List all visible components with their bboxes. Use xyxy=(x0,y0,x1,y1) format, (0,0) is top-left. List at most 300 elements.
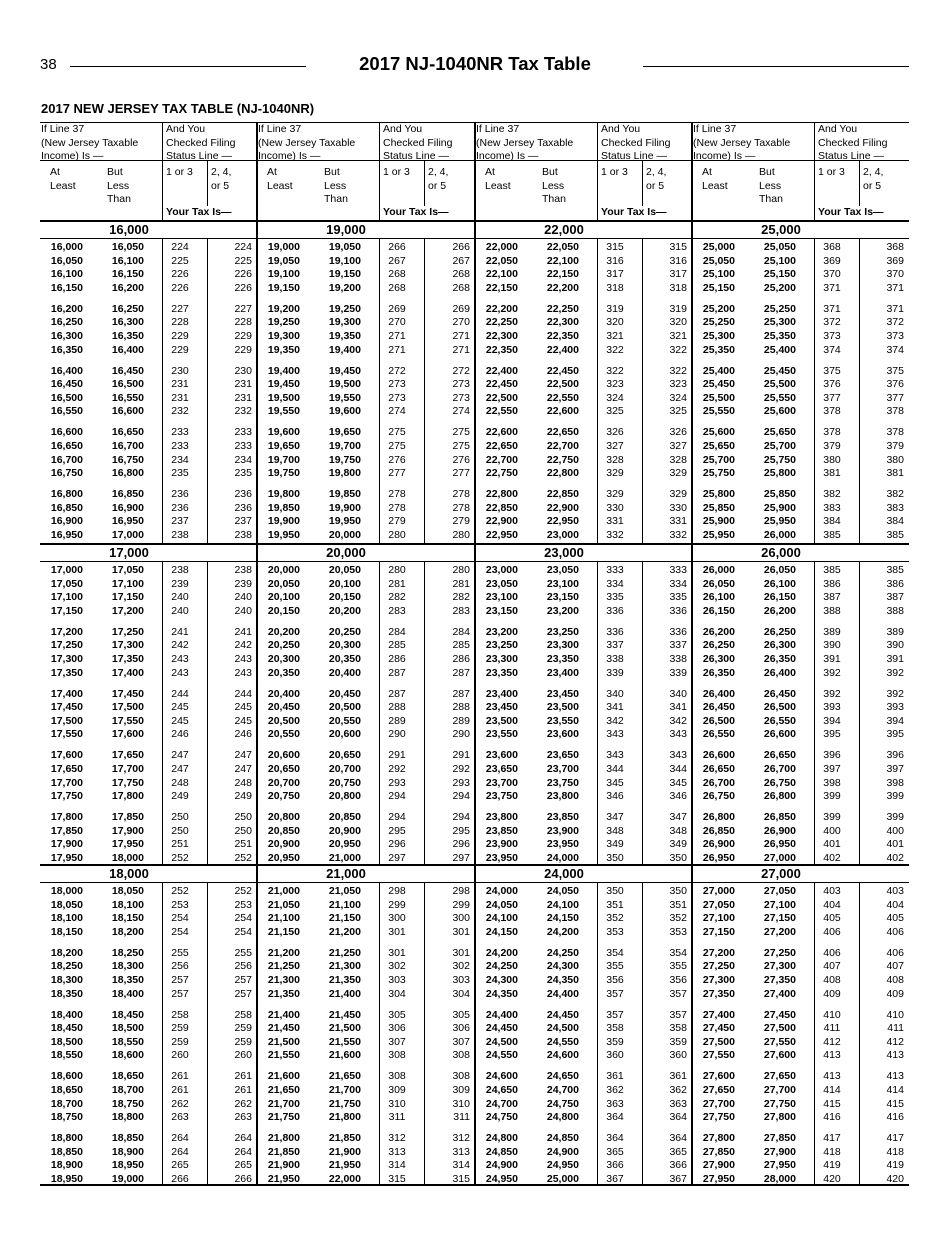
at-least-cell: 17,400 xyxy=(50,687,83,700)
tax-status-1-3-cell: 399 xyxy=(823,811,841,824)
tax-status-1-3-cell: 226 xyxy=(171,281,189,294)
tax-status-1-3-cell: 380 xyxy=(823,453,841,466)
tax-status-1-3-cell: 231 xyxy=(171,378,189,391)
tax-status-1-3-cell: 332 xyxy=(606,529,624,541)
but-less-than-cell: 16,100 xyxy=(111,254,144,267)
but-less-than-cell: 24,600 xyxy=(546,1049,579,1062)
heading-rule xyxy=(475,882,692,883)
header-line37: If Line 37 (New Jersey Taxable Income) Is — xyxy=(693,123,791,162)
but-less-than-cell: 27,450 xyxy=(763,1008,796,1021)
at-least-cell: 23,150 xyxy=(485,604,518,617)
tax-status-1-3-cell: 297 xyxy=(388,852,406,864)
at-least-cell: 18,300 xyxy=(50,974,83,986)
table-panel xyxy=(257,120,475,1186)
status-mid-rule xyxy=(859,160,860,206)
but-less-than-cell: 16,800 xyxy=(111,467,144,480)
tax-status-1-3-cell: 266 xyxy=(388,241,406,253)
heading-rule xyxy=(257,238,475,239)
at-least-cell: 23,000 xyxy=(485,564,518,576)
status-col-rule xyxy=(379,238,380,543)
tax-status-2-4-5-cell: 405 xyxy=(886,912,904,925)
but-less-than-cell: 17,300 xyxy=(111,639,144,652)
header-but-less-than: But Less Than xyxy=(759,166,783,205)
tax-status-1-3-cell: 371 xyxy=(823,302,841,315)
tax-status-1-3-cell: 229 xyxy=(171,343,189,356)
at-least-cell: 22,700 xyxy=(485,453,518,466)
tax-status-2-4-5-cell: 233 xyxy=(234,426,252,439)
at-least-cell: 25,650 xyxy=(702,440,735,452)
at-least-cell: 25,350 xyxy=(702,343,735,356)
block-heading: 23,000 xyxy=(544,545,584,560)
but-less-than-cell: 20,550 xyxy=(328,714,361,727)
tax-status-2-4-5-cell: 386 xyxy=(886,577,904,590)
header-your-tax-is: Your Tax Is— xyxy=(166,206,232,218)
tax-status-1-3-cell: 252 xyxy=(171,885,189,897)
but-less-than-cell: 17,000 xyxy=(111,529,144,541)
tax-status-2-4-5-cell: 301 xyxy=(452,925,470,938)
but-less-than-cell: 27,250 xyxy=(763,946,796,959)
but-less-than-cell: 27,400 xyxy=(763,987,796,1000)
at-least-cell: 27,100 xyxy=(702,912,735,925)
tax-status-2-4-5-cell: 304 xyxy=(452,987,470,1000)
tax-status-1-3-cell: 247 xyxy=(171,749,189,762)
tax-status-2-4-5-cell: 226 xyxy=(234,281,252,294)
tax-status-1-3-cell: 406 xyxy=(823,925,841,938)
tax-status-1-3-cell: 243 xyxy=(171,653,189,665)
status-col-rule xyxy=(814,122,815,220)
at-least-cell: 20,000 xyxy=(267,564,300,576)
tax-status-1-3-cell: 308 xyxy=(388,1049,406,1062)
tax-status-2-4-5-cell: 283 xyxy=(452,604,470,617)
tax-status-1-3-cell: 234 xyxy=(171,453,189,466)
tax-status-1-3-cell: 339 xyxy=(606,666,624,679)
at-least-cell: 23,600 xyxy=(485,749,518,762)
at-least-cell: 22,600 xyxy=(485,426,518,439)
tax-status-2-4-5-cell: 358 xyxy=(669,1022,687,1035)
tax-status-2-4-5-cell: 238 xyxy=(234,564,252,576)
at-least-cell: 21,550 xyxy=(267,1049,300,1062)
tax-status-1-3-cell: 361 xyxy=(606,1070,624,1083)
status-col-rule xyxy=(162,561,163,864)
tax-status-1-3-cell: 353 xyxy=(606,925,624,938)
header-at-least: At Least xyxy=(267,166,293,192)
tax-status-2-4-5-cell: 394 xyxy=(886,714,904,727)
at-least-cell: 17,700 xyxy=(50,776,83,789)
but-less-than-cell: 25,650 xyxy=(763,426,796,439)
at-least-cell: 17,450 xyxy=(50,701,83,714)
header-at-least: At Least xyxy=(50,166,76,192)
status-mid-rule xyxy=(859,561,860,864)
tax-status-2-4-5-cell: 417 xyxy=(886,1132,904,1145)
tax-status-1-3-cell: 249 xyxy=(171,790,189,803)
tax-status-1-3-cell: 342 xyxy=(606,714,624,727)
at-least-cell: 27,250 xyxy=(702,960,735,973)
tax-status-1-3-cell: 276 xyxy=(388,453,406,466)
status-mid-rule xyxy=(642,238,643,543)
but-less-than-cell: 23,250 xyxy=(546,625,579,638)
tax-status-2-4-5-cell: 247 xyxy=(234,763,252,775)
at-least-cell: 22,650 xyxy=(485,440,518,452)
tax-status-1-3-cell: 315 xyxy=(606,241,624,253)
tax-status-2-4-5-cell: 255 xyxy=(234,946,252,959)
but-less-than-cell: 24,450 xyxy=(546,1008,579,1021)
tax-status-1-3-cell: 349 xyxy=(606,838,624,851)
tax-status-1-3-cell: 245 xyxy=(171,714,189,727)
tax-status-2-4-5-cell: 362 xyxy=(669,1084,687,1096)
tax-status-2-4-5-cell: 272 xyxy=(452,364,470,377)
tax-status-2-4-5-cell: 336 xyxy=(669,625,687,638)
at-least-cell: 18,250 xyxy=(50,960,83,973)
at-least-cell: 18,850 xyxy=(50,1145,83,1158)
but-less-than-cell: 17,600 xyxy=(111,728,144,741)
status-col-rule xyxy=(814,882,815,1184)
tax-status-2-4-5-cell: 352 xyxy=(669,912,687,925)
but-less-than-cell: 19,100 xyxy=(328,254,361,267)
but-less-than-cell: 17,350 xyxy=(111,653,144,665)
tax-status-2-4-5-cell: 315 xyxy=(452,1173,470,1185)
tax-status-2-4-5-cell: 227 xyxy=(234,302,252,315)
tax-status-1-3-cell: 381 xyxy=(823,467,841,480)
but-less-than-cell: 16,150 xyxy=(111,268,144,281)
at-least-cell: 16,700 xyxy=(50,453,83,466)
tax-status-1-3-cell: 399 xyxy=(823,790,841,803)
tax-status-1-3-cell: 388 xyxy=(823,604,841,617)
tax-status-2-4-5-cell: 399 xyxy=(886,811,904,824)
tax-status-1-3-cell: 322 xyxy=(606,364,624,377)
but-less-than-cell: 25,600 xyxy=(763,405,796,418)
tax-status-1-3-cell: 271 xyxy=(388,330,406,342)
tax-status-2-4-5-cell: 360 xyxy=(669,1049,687,1062)
tax-status-1-3-cell: 400 xyxy=(823,824,841,837)
at-least-cell: 27,600 xyxy=(702,1070,735,1083)
heading-rule xyxy=(257,561,475,562)
but-less-than-cell: 20,300 xyxy=(328,639,361,652)
tax-status-2-4-5-cell: 349 xyxy=(669,838,687,851)
status-col-rule xyxy=(379,561,380,864)
at-least-cell: 17,250 xyxy=(50,639,83,652)
heading-rule xyxy=(692,238,909,239)
but-less-than-cell: 27,850 xyxy=(763,1132,796,1145)
at-least-cell: 20,700 xyxy=(267,776,300,789)
but-less-than-cell: 19,950 xyxy=(328,515,361,528)
block-heading: 22,000 xyxy=(544,222,584,237)
tax-status-1-3-cell: 246 xyxy=(171,728,189,741)
at-least-cell: 19,050 xyxy=(267,254,300,267)
at-least-cell: 17,500 xyxy=(50,714,83,727)
but-less-than-cell: 22,700 xyxy=(546,440,579,452)
at-least-cell: 22,150 xyxy=(485,281,518,294)
tax-status-2-4-5-cell: 268 xyxy=(452,281,470,294)
at-least-cell: 21,400 xyxy=(267,1008,300,1021)
but-less-than-cell: 27,550 xyxy=(763,1035,796,1048)
tax-status-2-4-5-cell: 406 xyxy=(886,946,904,959)
tax-status-2-4-5-cell: 239 xyxy=(234,577,252,590)
at-least-cell: 22,300 xyxy=(485,330,518,342)
but-less-than-cell: 18,450 xyxy=(111,1008,144,1021)
status-mid-rule xyxy=(859,238,860,543)
but-less-than-cell: 17,500 xyxy=(111,701,144,714)
at-least-cell: 17,000 xyxy=(50,564,83,576)
block-heading: 21,000 xyxy=(326,866,366,881)
status-col-rule xyxy=(814,238,815,543)
at-least-cell: 23,950 xyxy=(485,852,518,864)
but-less-than-cell: 25,150 xyxy=(763,268,796,281)
tax-status-1-3-cell: 280 xyxy=(388,564,406,576)
tax-status-1-3-cell: 328 xyxy=(606,453,624,466)
but-less-than-cell: 19,900 xyxy=(328,501,361,514)
tax-status-1-3-cell: 364 xyxy=(606,1132,624,1145)
header-line37: If Line 37 (New Jersey Taxable Income) Is — xyxy=(41,123,139,162)
tax-status-2-4-5-cell: 250 xyxy=(234,824,252,837)
but-less-than-cell: 24,950 xyxy=(546,1159,579,1172)
at-least-cell: 19,450 xyxy=(267,378,300,391)
tax-status-2-4-5-cell: 397 xyxy=(886,763,904,775)
at-least-cell: 20,150 xyxy=(267,604,300,617)
at-least-cell: 19,000 xyxy=(267,241,300,253)
tax-status-1-3-cell: 417 xyxy=(823,1132,841,1145)
but-less-than-cell: 16,700 xyxy=(111,440,144,452)
tax-status-2-4-5-cell: 247 xyxy=(234,749,252,762)
tax-status-2-4-5-cell: 266 xyxy=(234,1173,252,1185)
tax-status-2-4-5-cell: 263 xyxy=(234,1111,252,1124)
at-least-cell: 18,100 xyxy=(50,912,83,925)
tax-status-1-3-cell: 225 xyxy=(171,254,189,267)
tax-status-1-3-cell: 236 xyxy=(171,488,189,501)
tax-status-2-4-5-cell: 382 xyxy=(886,488,904,501)
tax-status-1-3-cell: 336 xyxy=(606,604,624,617)
at-least-cell: 25,850 xyxy=(702,501,735,514)
but-less-than-cell: 21,050 xyxy=(328,885,361,897)
tax-status-2-4-5-cell: 396 xyxy=(886,749,904,762)
title-rule-right xyxy=(643,66,909,67)
status-mid-rule xyxy=(424,160,425,206)
tax-table xyxy=(40,120,909,1186)
tax-status-1-3-cell: 284 xyxy=(388,625,406,638)
tax-status-1-3-cell: 403 xyxy=(823,885,841,897)
at-least-cell: 21,050 xyxy=(267,898,300,911)
tax-status-1-3-cell: 364 xyxy=(606,1111,624,1124)
tax-status-2-4-5-cell: 295 xyxy=(452,824,470,837)
tax-status-2-4-5-cell: 337 xyxy=(669,639,687,652)
at-least-cell: 19,950 xyxy=(267,529,300,541)
at-least-cell: 26,850 xyxy=(702,824,735,837)
at-least-cell: 17,800 xyxy=(50,811,83,824)
but-less-than-cell: 27,900 xyxy=(763,1145,796,1158)
but-less-than-cell: 25,400 xyxy=(763,343,796,356)
tax-status-2-4-5-cell: 291 xyxy=(452,749,470,762)
at-least-cell: 24,600 xyxy=(485,1070,518,1083)
at-least-cell: 24,150 xyxy=(485,925,518,938)
at-least-cell: 24,850 xyxy=(485,1145,518,1158)
at-least-cell: 25,750 xyxy=(702,467,735,480)
tax-status-2-4-5-cell: 317 xyxy=(669,268,687,281)
tax-status-2-4-5-cell: 388 xyxy=(886,604,904,617)
tax-status-1-3-cell: 294 xyxy=(388,790,406,803)
but-less-than-cell: 27,200 xyxy=(763,925,796,938)
tax-status-2-4-5-cell: 264 xyxy=(234,1145,252,1158)
at-least-cell: 23,900 xyxy=(485,838,518,851)
header-status-1-or-3: 1 or 3 xyxy=(166,166,193,178)
tax-status-1-3-cell: 395 xyxy=(823,728,841,741)
but-less-than-cell: 26,800 xyxy=(763,790,796,803)
at-least-cell: 18,500 xyxy=(50,1035,83,1048)
at-least-cell: 25,150 xyxy=(702,281,735,294)
at-least-cell: 23,850 xyxy=(485,824,518,837)
but-less-than-cell: 17,650 xyxy=(111,749,144,762)
at-least-cell: 16,600 xyxy=(50,426,83,439)
tax-status-2-4-5-cell: 240 xyxy=(234,604,252,617)
tax-status-1-3-cell: 393 xyxy=(823,701,841,714)
at-least-cell: 20,450 xyxy=(267,701,300,714)
but-less-than-cell: 26,600 xyxy=(763,728,796,741)
at-least-cell: 27,700 xyxy=(702,1097,735,1110)
but-less-than-cell: 23,750 xyxy=(546,776,579,789)
but-less-than-cell: 27,500 xyxy=(763,1022,796,1035)
at-least-cell: 26,750 xyxy=(702,790,735,803)
tax-status-1-3-cell: 378 xyxy=(823,426,841,439)
tax-status-2-4-5-cell: 271 xyxy=(452,330,470,342)
but-less-than-cell: 18,000 xyxy=(111,852,144,864)
tax-status-1-3-cell: 379 xyxy=(823,440,841,452)
at-least-cell: 21,650 xyxy=(267,1084,300,1096)
status-mid-rule xyxy=(642,882,643,1184)
at-least-cell: 18,550 xyxy=(50,1049,83,1062)
tax-status-1-3-cell: 334 xyxy=(606,577,624,590)
tax-status-2-4-5-cell: 408 xyxy=(886,974,904,986)
but-less-than-cell: 17,800 xyxy=(111,790,144,803)
but-less-than-cell: 28,000 xyxy=(763,1173,796,1185)
tax-status-2-4-5-cell: 271 xyxy=(452,343,470,356)
tax-status-1-3-cell: 374 xyxy=(823,343,841,356)
but-less-than-cell: 25,800 xyxy=(763,467,796,480)
at-least-cell: 23,650 xyxy=(485,763,518,775)
tax-status-1-3-cell: 347 xyxy=(606,811,624,824)
tax-status-1-3-cell: 305 xyxy=(388,1008,406,1021)
at-least-cell: 20,650 xyxy=(267,763,300,775)
at-least-cell: 26,950 xyxy=(702,852,735,864)
tax-status-2-4-5-cell: 344 xyxy=(669,763,687,775)
tax-status-1-3-cell: 362 xyxy=(606,1084,624,1096)
at-least-cell: 24,000 xyxy=(485,885,518,897)
tax-status-1-3-cell: 263 xyxy=(171,1111,189,1124)
heading-rule xyxy=(40,882,257,883)
tax-status-2-4-5-cell: 281 xyxy=(452,577,470,590)
but-less-than-cell: 26,700 xyxy=(763,763,796,775)
tax-status-1-3-cell: 245 xyxy=(171,701,189,714)
at-least-cell: 27,550 xyxy=(702,1049,735,1062)
at-least-cell: 23,400 xyxy=(485,687,518,700)
but-less-than-cell: 18,700 xyxy=(111,1084,144,1096)
but-less-than-cell: 23,150 xyxy=(546,591,579,604)
tax-status-2-4-5-cell: 403 xyxy=(886,885,904,897)
but-less-than-cell: 20,750 xyxy=(328,776,361,789)
tax-status-2-4-5-cell: 392 xyxy=(886,687,904,700)
tax-status-1-3-cell: 369 xyxy=(823,254,841,267)
tax-status-1-3-cell: 247 xyxy=(171,763,189,775)
tax-status-2-4-5-cell: 348 xyxy=(669,824,687,837)
but-less-than-cell: 27,050 xyxy=(763,885,796,897)
but-less-than-cell: 16,500 xyxy=(111,378,144,391)
tax-status-2-4-5-cell: 231 xyxy=(234,391,252,404)
tax-status-1-3-cell: 336 xyxy=(606,625,624,638)
header-but-less-than: But Less Than xyxy=(324,166,348,205)
tax-status-1-3-cell: 287 xyxy=(388,687,406,700)
tax-status-2-4-5-cell: 260 xyxy=(234,1049,252,1062)
tax-status-1-3-cell: 274 xyxy=(388,405,406,418)
tax-status-1-3-cell: 415 xyxy=(823,1097,841,1110)
at-least-cell: 20,800 xyxy=(267,811,300,824)
at-least-cell: 26,100 xyxy=(702,591,735,604)
tax-status-2-4-5-cell: 371 xyxy=(886,302,904,315)
tax-status-1-3-cell: 261 xyxy=(171,1070,189,1083)
at-least-cell: 22,450 xyxy=(485,378,518,391)
at-least-cell: 25,900 xyxy=(702,515,735,528)
tax-status-1-3-cell: 290 xyxy=(388,728,406,741)
at-least-cell: 27,750 xyxy=(702,1111,735,1124)
at-least-cell: 19,400 xyxy=(267,364,300,377)
tax-status-1-3-cell: 394 xyxy=(823,714,841,727)
but-less-than-cell: 26,050 xyxy=(763,564,796,576)
but-less-than-cell: 22,750 xyxy=(546,453,579,466)
tax-status-1-3-cell: 325 xyxy=(606,405,624,418)
but-less-than-cell: 26,100 xyxy=(763,577,796,590)
tax-status-1-3-cell: 345 xyxy=(606,776,624,789)
tax-status-2-4-5-cell: 298 xyxy=(452,885,470,897)
tax-status-2-4-5-cell: 289 xyxy=(452,714,470,727)
tax-status-1-3-cell: 243 xyxy=(171,666,189,679)
tax-status-1-3-cell: 357 xyxy=(606,987,624,1000)
at-least-cell: 24,450 xyxy=(485,1022,518,1035)
but-less-than-cell: 22,550 xyxy=(546,391,579,404)
but-less-than-cell: 21,500 xyxy=(328,1022,361,1035)
status-col-rule xyxy=(814,561,815,864)
block-heading: 17,000 xyxy=(109,545,149,560)
at-least-cell: 21,100 xyxy=(267,912,300,925)
but-less-than-cell: 26,350 xyxy=(763,653,796,665)
tax-status-1-3-cell: 363 xyxy=(606,1097,624,1110)
at-least-cell: 17,650 xyxy=(50,763,83,775)
at-least-cell: 26,000 xyxy=(702,564,735,576)
tax-status-2-4-5-cell: 378 xyxy=(886,426,904,439)
but-less-than-cell: 18,500 xyxy=(111,1022,144,1035)
tax-status-1-3-cell: 337 xyxy=(606,639,624,652)
tax-status-2-4-5-cell: 229 xyxy=(234,343,252,356)
tax-status-2-4-5-cell: 302 xyxy=(452,960,470,973)
tax-status-1-3-cell: 370 xyxy=(823,268,841,281)
tax-status-1-3-cell: 385 xyxy=(823,529,841,541)
tax-status-2-4-5-cell: 381 xyxy=(886,467,904,480)
at-least-cell: 26,400 xyxy=(702,687,735,700)
but-less-than-cell: 20,350 xyxy=(328,653,361,665)
tax-status-1-3-cell: 316 xyxy=(606,254,624,267)
but-less-than-cell: 21,100 xyxy=(328,898,361,911)
but-less-than-cell: 27,800 xyxy=(763,1111,796,1124)
but-less-than-cell: 23,950 xyxy=(546,838,579,851)
at-least-cell: 27,000 xyxy=(702,885,735,897)
header-your-tax-is: Your Tax Is— xyxy=(818,206,884,218)
tax-status-2-4-5-cell: 269 xyxy=(452,302,470,315)
tax-status-2-4-5-cell: 333 xyxy=(669,564,687,576)
tax-status-2-4-5-cell: 338 xyxy=(669,653,687,665)
tax-status-1-3-cell: 396 xyxy=(823,749,841,762)
tax-status-2-4-5-cell: 395 xyxy=(886,728,904,741)
at-least-cell: 22,800 xyxy=(485,488,518,501)
at-least-cell: 22,350 xyxy=(485,343,518,356)
at-least-cell: 19,100 xyxy=(267,268,300,281)
tax-status-1-3-cell: 304 xyxy=(388,987,406,1000)
but-less-than-cell: 21,850 xyxy=(328,1132,361,1145)
tax-status-1-3-cell: 352 xyxy=(606,912,624,925)
